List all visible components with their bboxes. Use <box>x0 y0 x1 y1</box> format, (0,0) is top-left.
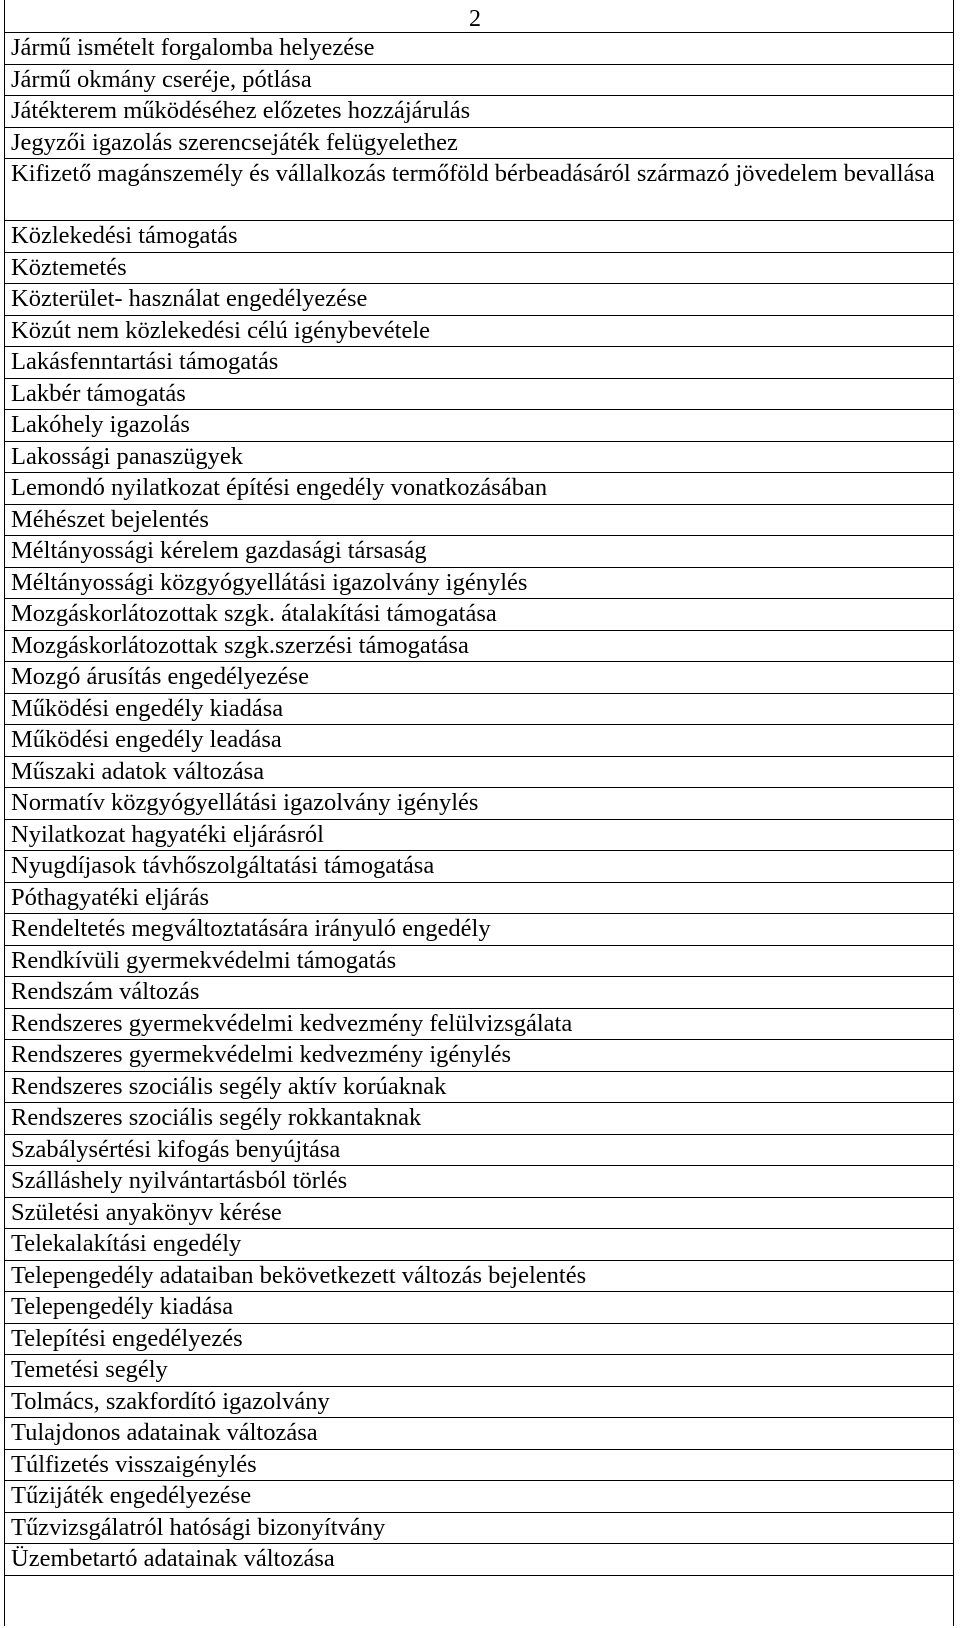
table-row <box>5 1197 954 1229</box>
table-row <box>5 1323 954 1355</box>
table-row <box>5 378 954 410</box>
procedure-name-cell: Játékterem működéséhez előzetes hozzájárulás <box>5 96 954 128</box>
procedure-name-cell: Nyugdíjasok távhőszolgáltatási támogatása <box>5 851 954 883</box>
procedure-name-cell: Telepengedély adataiban bekövetkezett változás bejelentés <box>5 1260 954 1292</box>
procedure-name-cell: Mozgáskorlátozottak szgk. átalakítási támogatása <box>5 599 954 631</box>
procedure-name-cell: Póthagyatéki eljárás <box>5 882 954 914</box>
procedure-name-cell: Köztemetés <box>5 252 954 284</box>
procedure-name-cell: Nyilatkozat hagyatéki eljárásról <box>5 819 954 851</box>
table-row <box>5 1386 954 1418</box>
procedure-name-cell: Lemondó nyilatkozat építési engedély vonatkozásában <box>5 473 954 505</box>
procedure-name-cell: Tulajdonos adatainak változása <box>5 1418 954 1450</box>
table-row <box>5 630 954 662</box>
table-row <box>5 504 954 536</box>
table-row <box>5 882 954 914</box>
table-row <box>5 127 954 159</box>
table-row <box>5 1481 954 1513</box>
procedure-name-cell: Rendszám változás <box>5 977 954 1009</box>
procedure-name-cell: Rendszeres gyermekvédelmi kedvezmény felülvizsgálata <box>5 1008 954 1040</box>
procedure-name-cell: Működési engedély kiadása <box>5 693 954 725</box>
procedure-name-cell: Közterület- használat engedélyezése <box>5 284 954 316</box>
table-row <box>5 1166 954 1198</box>
procedure-name-cell: Rendszeres szociális segély aktív korúaknak <box>5 1071 954 1103</box>
procedure-name-cell: Üzembetartó adatainak változása <box>5 1544 954 1576</box>
table-row <box>5 1418 954 1450</box>
procedure-name-cell: Rendkívüli gyermekvédelmi támogatás <box>5 945 954 977</box>
procedure-name-cell: Méhészet bejelentés <box>5 504 954 536</box>
table-row <box>5 1229 954 1261</box>
table-row <box>5 977 954 1009</box>
table-row <box>5 1008 954 1040</box>
procedure-name-cell: Jegyzői igazolás szerencsejáték felügyelethez <box>5 127 954 159</box>
procedure-name-cell: Telepengedély kiadása <box>5 1292 954 1324</box>
procedure-name-cell: Szabálysértési kifogás benyújtása <box>5 1134 954 1166</box>
table-row <box>5 725 954 757</box>
table-row <box>5 851 954 883</box>
table-row <box>5 599 954 631</box>
table-row <box>5 347 954 379</box>
procedure-name-cell: Mozgáskorlátozottak szgk.szerzési támogatása <box>5 630 954 662</box>
procedure-name-cell: Rendszeres szociális segély rokkantaknak <box>5 1103 954 1135</box>
table-row <box>5 1134 954 1166</box>
procedure-name-cell: Lakbér támogatás <box>5 378 954 410</box>
procedure-name-cell: Rendszeres gyermekvédelmi kedvezmény igénylés <box>5 1040 954 1072</box>
table-row <box>5 756 954 788</box>
procedure-name-cell: Közlekedési támogatás <box>5 221 954 253</box>
procedure-name-cell: Normatív közgyógyellátási igazolvány igénylés <box>5 788 954 820</box>
table-row <box>5 1260 954 1292</box>
procedure-name-cell: Rendeltetés megváltoztatására irányuló engedély <box>5 914 954 946</box>
table-row <box>5 441 954 473</box>
procedure-name-cell: Kifizető magánszemély és vállalkozás termőföld bérbeadásáról származó jövedelem bevallása <box>5 159 954 221</box>
table-row <box>5 819 954 851</box>
table-row <box>5 693 954 725</box>
procedure-name-cell: Működési engedély leadása <box>5 725 954 757</box>
table-row <box>5 945 954 977</box>
procedure-name-cell: Jármű okmány cseréje, pótlása <box>5 64 954 96</box>
table-row <box>5 1071 954 1103</box>
procedure-list-table <box>4 32 954 1576</box>
procedure-name-cell: Tűzvizsgálatról hatósági bizonyítvány <box>5 1512 954 1544</box>
procedure-name-cell: Születési anyakönyv kérése <box>5 1197 954 1229</box>
table-row <box>5 33 954 65</box>
procedure-list-body <box>5 33 954 1576</box>
page-number: 2 <box>469 6 481 32</box>
table-row <box>5 252 954 284</box>
procedure-name-cell: Tűzijáték engedélyezése <box>5 1481 954 1513</box>
procedure-name-cell: Tolmács, szakfordító igazolvány <box>5 1386 954 1418</box>
procedure-name-cell: Szálláshely nyilvántartásból törlés <box>5 1166 954 1198</box>
table-row <box>5 1355 954 1387</box>
procedure-name-cell: Jármű ismételt forgalomba helyezése <box>5 33 954 65</box>
table-row <box>5 221 954 253</box>
table-row <box>5 410 954 442</box>
table-row <box>5 1544 954 1576</box>
procedure-name-cell: Temetési segély <box>5 1355 954 1387</box>
table-row <box>5 473 954 505</box>
table-row <box>5 1512 954 1544</box>
table-row <box>5 1292 954 1324</box>
procedure-name-cell: Méltányossági közgyógyellátási igazolvány igénylés <box>5 567 954 599</box>
procedure-name-cell: Közút nem közlekedési célú igénybevétele <box>5 315 954 347</box>
procedure-name-cell: Telekalakítási engedély <box>5 1229 954 1261</box>
procedure-name-cell: Lakásfenntartási támogatás <box>5 347 954 379</box>
table-row <box>5 1040 954 1072</box>
table-row <box>5 914 954 946</box>
table-row <box>5 96 954 128</box>
procedure-name-cell: Telepítési engedélyezés <box>5 1323 954 1355</box>
procedure-name-cell: Műszaki adatok változása <box>5 756 954 788</box>
table-row <box>5 284 954 316</box>
table-row <box>5 1103 954 1135</box>
procedure-name-cell: Lakossági panaszügyek <box>5 441 954 473</box>
procedure-name-cell: Mozgó árusítás engedélyezése <box>5 662 954 694</box>
procedure-name-cell: Lakóhely igazolás <box>5 410 954 442</box>
table-row <box>5 536 954 568</box>
table-row <box>5 159 954 221</box>
table-row <box>5 788 954 820</box>
procedure-name-cell: Méltányossági kérelem gazdasági társaság <box>5 536 954 568</box>
table-row <box>5 315 954 347</box>
table-row <box>5 64 954 96</box>
table-row <box>5 1449 954 1481</box>
procedure-name-cell: Túlfizetés visszaigénylés <box>5 1449 954 1481</box>
table-row <box>5 567 954 599</box>
table-row <box>5 662 954 694</box>
